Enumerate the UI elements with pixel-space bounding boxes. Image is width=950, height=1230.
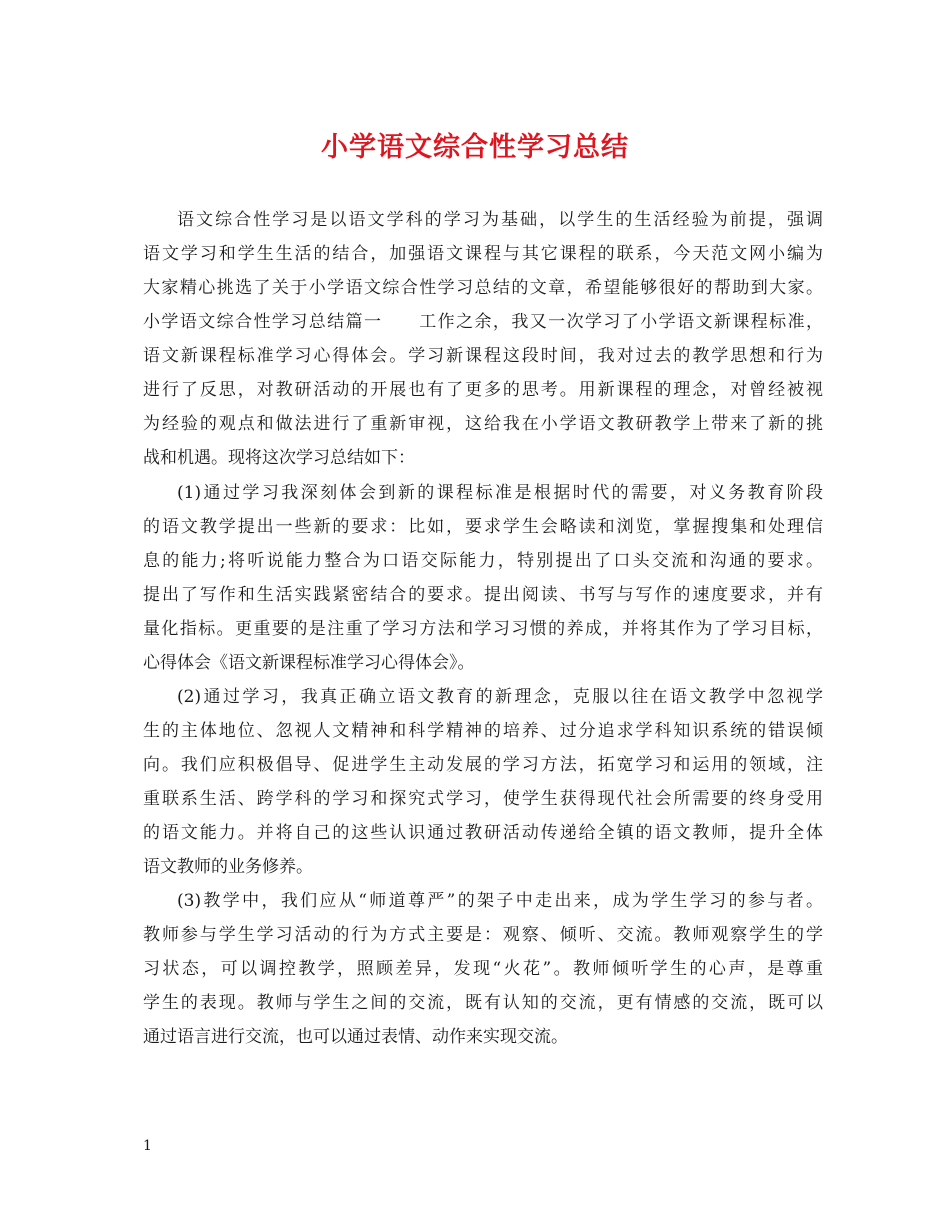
text-line: 语文综合性学习是以语文学科的学习为基础，以学生的生活经验为前提，强调 [177,210,823,230]
text-line: 语文学习和学生生活的结合，加强语文课程与其它课程的联系，今天范文网小编为 [143,244,823,264]
text-line: 战和机遇。现将这次学习总结如下： [143,448,415,468]
text-line: 心得体会《语文新课程标准学习心得体会》。 [143,653,475,673]
text-line: 提出了写作和生活实践紧密结合的要求。提出阅读、书写与写作的速度要求，并有 [143,585,823,605]
text-line: 向。我们应积极倡导、促进学生主动发展的学习方法，拓宽学习和运用的领域，注 [143,755,823,775]
text-line: 通过语言进行交流，也可以通过表情、动作来实现交流。 [143,1027,568,1047]
text-line: (1)通过学习我深刻体会到新的课程标准是根据时代的需要，对义务教育阶段 [177,483,823,503]
text-line: 教师参与学生学习活动的行为方式主要是：观察、倾听、交流。教师观察学生的学 [143,925,823,945]
text-line: 的语文教学提出一些新的要求：比如，要求学生会略读和浏览，掌握搜集和处理信 [143,517,823,537]
text-line: 大家精心挑选了关于小学语文综合性学习总结的文章，希望能够很好的帮助到大家。 [143,278,823,298]
text-line: 量化指标。更重要的是注重了学习方法和学习习惯的养成，并将其作为了学习目标， [143,619,823,639]
text-line: 重联系生活、跨学科的学习和探究式学习，使学生获得现代社会所需要的终身受用 [143,789,823,809]
text-line: 进行了反思，对教研活动的开展也有了更多的思考。用新课程的理念，对曾经被视 [143,380,823,400]
text-line: 语文教师的业务修养。 [143,857,313,877]
text-line: 小学语文综合性学习总结篇一 工作之余，我又一次学习了小学语文新课程标准， [143,312,823,332]
text-line: (3)教学中，我们应从“师道尊严”的架子中走出来，成为学生学习的参与者。 [177,891,823,911]
text-line: 习状态，可以调控教学，照顾差异，发现“火花”。教师倾听学生的心声，是尊重 [143,959,823,979]
text-line: 的语文能力。并将自己的这些认识通过教研活动传递给全镇的语文教师，提升全体 [143,823,823,843]
text-line: 息的能力;将听说能力整合为口语交际能力，特别提出了口头交流和沟通的要求。 [143,551,823,571]
text-line: 生的主体地位、忽视人文精神和科学精神的培养、过分追求学科知识系统的错误倾 [143,721,823,741]
page-number: 1 [143,1138,152,1154]
text-line: 为经验的观点和做法进行了重新审视，这给我在小学语文教研教学上带来了新的挑 [143,414,823,434]
text-line: (2)通过学习，我真正确立语文教育的新理念，克服以往在语文教学中忽视学 [177,687,823,707]
text-line: 语文新课程标准学习心得体会。学习新课程这段时间，我对过去的教学思想和行为 [143,346,823,366]
document-title: 小学语文综合性学习总结 [321,132,629,163]
text-line: 学生的表现。教师与学生之间的交流，既有认知的交流，更有情感的交流，既可以 [143,993,823,1013]
